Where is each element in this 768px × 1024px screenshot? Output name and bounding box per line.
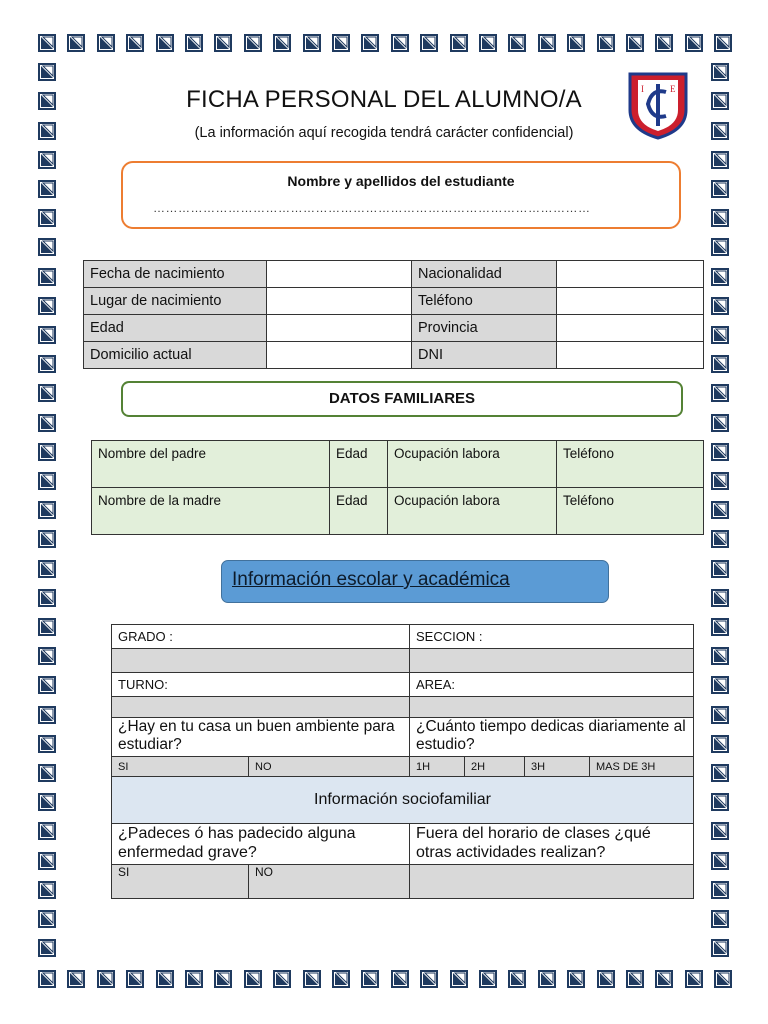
student-name-label: Nombre y apellidos del estudiante <box>287 173 515 189</box>
border-tile-icon <box>214 34 232 52</box>
border-tile-icon <box>567 970 585 988</box>
border-tile-icon <box>244 970 262 988</box>
border-tile-icon <box>38 472 56 490</box>
area-field[interactable] <box>410 697 694 718</box>
border-tile-icon <box>38 970 56 988</box>
border-tile-icon <box>38 706 56 724</box>
border-tile-icon <box>156 970 174 988</box>
border-tile-icon <box>538 970 556 988</box>
border-tile-icon <box>450 34 468 52</box>
border-tile-icon <box>38 209 56 227</box>
birthplace-field[interactable] <box>267 288 412 315</box>
address-field[interactable] <box>267 342 412 369</box>
table-row <box>112 757 694 777</box>
border-tile-icon <box>714 970 732 988</box>
seccion-field[interactable] <box>410 649 694 673</box>
table-row <box>112 824 694 865</box>
border-tile-icon <box>655 970 673 988</box>
border-tile-icon <box>711 355 729 373</box>
border-tile-icon <box>38 443 56 461</box>
grado-label: GRADO : <box>112 625 410 649</box>
border-tile-icon <box>479 970 497 988</box>
student-name-box <box>121 161 681 229</box>
grado-field[interactable] <box>112 649 410 673</box>
border-tile-icon <box>38 881 56 899</box>
border-tile-icon <box>391 970 409 988</box>
border-tile-icon <box>273 34 291 52</box>
area-label: AREA: <box>410 673 694 697</box>
border-tile-icon <box>38 297 56 315</box>
border-tile-icon <box>711 326 729 344</box>
border-tile-icon <box>597 34 615 52</box>
border-tile-icon <box>126 970 144 988</box>
border-tile-icon <box>711 793 729 811</box>
border-tile-icon <box>38 34 56 52</box>
table-row <box>112 777 694 824</box>
border-tile-icon <box>711 822 729 840</box>
border-tile-icon <box>38 764 56 782</box>
school-table <box>111 624 694 899</box>
page-subtitle: (La información aquí recogida tendrá carácter confidencial) <box>194 125 574 141</box>
border-tile-icon <box>38 676 56 694</box>
school-heading-box <box>221 560 609 603</box>
border-tile-icon <box>626 34 644 52</box>
student-name-field[interactable]: …………………………………………………………………………………………… <box>153 201 591 215</box>
border-tile-icon <box>685 34 703 52</box>
dni-label: DNI <box>412 342 557 369</box>
border-tile-icon <box>273 970 291 988</box>
turno-field[interactable] <box>112 697 410 718</box>
border-tile-icon <box>711 881 729 899</box>
border-tile-icon <box>38 238 56 256</box>
border-tile-icon <box>214 970 232 988</box>
border-tile-icon <box>597 970 615 988</box>
border-tile-icon <box>38 326 56 344</box>
border-tile-icon <box>479 34 497 52</box>
border-tile-icon <box>711 297 729 315</box>
border-tile-icon <box>303 970 321 988</box>
activities-field[interactable] <box>410 865 694 899</box>
family-table <box>91 440 704 535</box>
border-tile-icon <box>711 939 729 957</box>
border-tile-icon <box>38 822 56 840</box>
page-title: FICHA PERSONAL DEL ALUMNO/A <box>186 86 582 113</box>
border-tile-icon <box>126 34 144 52</box>
border-tile-icon <box>711 384 729 402</box>
address-label: Domicilio actual <box>84 342 267 369</box>
table-row <box>84 315 704 342</box>
border-tile-icon <box>67 34 85 52</box>
border-tile-icon <box>38 910 56 928</box>
border-tile-icon <box>711 268 729 286</box>
border-tile-icon <box>97 970 115 988</box>
mother-job-cell[interactable]: Ocupación labora <box>388 488 557 535</box>
illness-option-si[interactable]: SI <box>112 865 249 899</box>
table-row <box>112 625 694 649</box>
border-tile-icon <box>38 793 56 811</box>
school-heading: Información escolar y académica <box>232 569 510 590</box>
border-tile-icon <box>38 589 56 607</box>
border-tile-icon <box>38 384 56 402</box>
border-tile-icon <box>38 151 56 169</box>
father-name-cell[interactable]: Nombre del padre <box>92 441 330 488</box>
border-tile-icon <box>361 970 379 988</box>
question-activities: Fuera del horario de clases ¿qué otras actividades realizan? <box>410 824 694 865</box>
border-tile-icon <box>38 852 56 870</box>
border-tile-icon <box>38 560 56 578</box>
border-tile-icon <box>711 589 729 607</box>
seccion-label: SECCION : <box>410 625 694 649</box>
mother-phone-cell[interactable]: Teléfono <box>557 488 704 535</box>
border-tile-icon <box>626 970 644 988</box>
father-age-cell[interactable]: Edad <box>330 441 388 488</box>
border-tile-icon <box>303 34 321 52</box>
border-tile-icon <box>38 647 56 665</box>
question-study-time: ¿Cuánto tiempo dedicas diariamente al estudio? <box>410 718 694 757</box>
table-row <box>84 261 704 288</box>
border-tile-icon <box>711 560 729 578</box>
border-tile-icon <box>711 209 729 227</box>
illness-option-no[interactable]: NO <box>249 865 410 899</box>
border-tile-icon <box>508 970 526 988</box>
birthplace-label: Lugar de nacimiento <box>84 288 267 315</box>
svg-text:E: E <box>670 84 676 94</box>
border-tile-icon <box>38 414 56 432</box>
border-tile-icon <box>38 268 56 286</box>
border-tile-icon <box>332 34 350 52</box>
border-tile-icon <box>38 735 56 753</box>
option-si[interactable]: SI <box>112 757 249 777</box>
border-tile-icon <box>420 970 438 988</box>
border-tile-icon <box>420 34 438 52</box>
nationality-field[interactable] <box>557 261 704 288</box>
father-phone-cell[interactable]: Teléfono <box>557 441 704 488</box>
border-tile-icon <box>655 34 673 52</box>
border-tile-icon <box>685 970 703 988</box>
table-row <box>112 673 694 697</box>
socio-heading: Información sociofamiliar <box>112 777 694 824</box>
table-row <box>112 697 694 718</box>
father-job-cell[interactable]: Ocupación labora <box>388 441 557 488</box>
question-study-environment: ¿Hay en tu casa un buen ambiente para estudiar? <box>112 718 410 757</box>
border-tile-icon <box>508 34 526 52</box>
province-field[interactable] <box>557 315 704 342</box>
option-more-3h[interactable]: MAS DE 3H <box>590 757 694 777</box>
table-row <box>112 718 694 757</box>
border-tile-icon <box>711 647 729 665</box>
province-label: Provincia <box>412 315 557 342</box>
birthdate-label: Fecha de nacimiento <box>84 261 267 288</box>
border-tile-icon <box>711 501 729 519</box>
phone-field[interactable] <box>557 288 704 315</box>
turno-label: TURNO: <box>112 673 410 697</box>
border-tile-icon <box>711 618 729 636</box>
dni-field[interactable] <box>557 342 704 369</box>
border-tile-icon <box>391 34 409 52</box>
table-row <box>112 649 694 673</box>
border-tile-icon <box>38 501 56 519</box>
border-tile-icon <box>38 180 56 198</box>
border-tile-icon <box>711 764 729 782</box>
option-no[interactable]: NO <box>249 757 410 777</box>
option-3h[interactable]: 3H <box>525 757 590 777</box>
nationality-label: Nacionalidad <box>412 261 557 288</box>
border-tile-icon <box>538 34 556 52</box>
border-tile-icon <box>332 970 350 988</box>
border-tile-icon <box>711 676 729 694</box>
border-tile-icon <box>711 910 729 928</box>
border-tile-icon <box>711 852 729 870</box>
border-tile-icon <box>38 355 56 373</box>
table-row <box>112 865 694 899</box>
mother-name-cell[interactable]: Nombre de la madre <box>92 488 330 535</box>
border-tile-icon <box>38 618 56 636</box>
table-row <box>92 441 704 488</box>
border-tile-icon <box>711 180 729 198</box>
border-tile-icon <box>97 34 115 52</box>
border-tile-icon <box>567 34 585 52</box>
age-field[interactable] <box>267 315 412 342</box>
border-tile-icon <box>185 34 203 52</box>
border-tile-icon <box>38 939 56 957</box>
mother-age-cell[interactable]: Edad <box>330 488 388 535</box>
border-tile-icon <box>450 970 468 988</box>
option-2h[interactable]: 2H <box>465 757 525 777</box>
border-tile-icon <box>711 530 729 548</box>
border-tile-icon <box>38 530 56 548</box>
question-illness: ¿Padeces ó has padecido alguna enfermedad grave? <box>112 824 410 865</box>
phone-label: Teléfono <box>412 288 557 315</box>
border-tile-icon <box>711 414 729 432</box>
table-row <box>92 488 704 535</box>
family-heading: DATOS FAMILIARES <box>121 381 683 417</box>
table-row <box>84 342 704 369</box>
border-tile-icon <box>711 443 729 461</box>
border-tile-icon <box>711 735 729 753</box>
border-tile-icon <box>714 34 732 52</box>
age-label: Edad <box>84 315 267 342</box>
personal-data-table <box>83 260 704 369</box>
border-tile-icon <box>38 63 56 81</box>
birthdate-field[interactable] <box>267 261 412 288</box>
border-tile-icon <box>711 706 729 724</box>
border-tile-icon <box>711 472 729 490</box>
border-tile-icon <box>711 238 729 256</box>
table-row <box>84 288 704 315</box>
border-tile-icon <box>185 970 203 988</box>
svg-text:I: I <box>641 84 644 94</box>
option-1h[interactable]: 1H <box>410 757 465 777</box>
border-tile-icon <box>711 151 729 169</box>
border-tile-icon <box>244 34 262 52</box>
border-tile-icon <box>711 63 729 81</box>
border-tile-icon <box>156 34 174 52</box>
border-tile-icon <box>361 34 379 52</box>
border-tile-icon <box>67 970 85 988</box>
